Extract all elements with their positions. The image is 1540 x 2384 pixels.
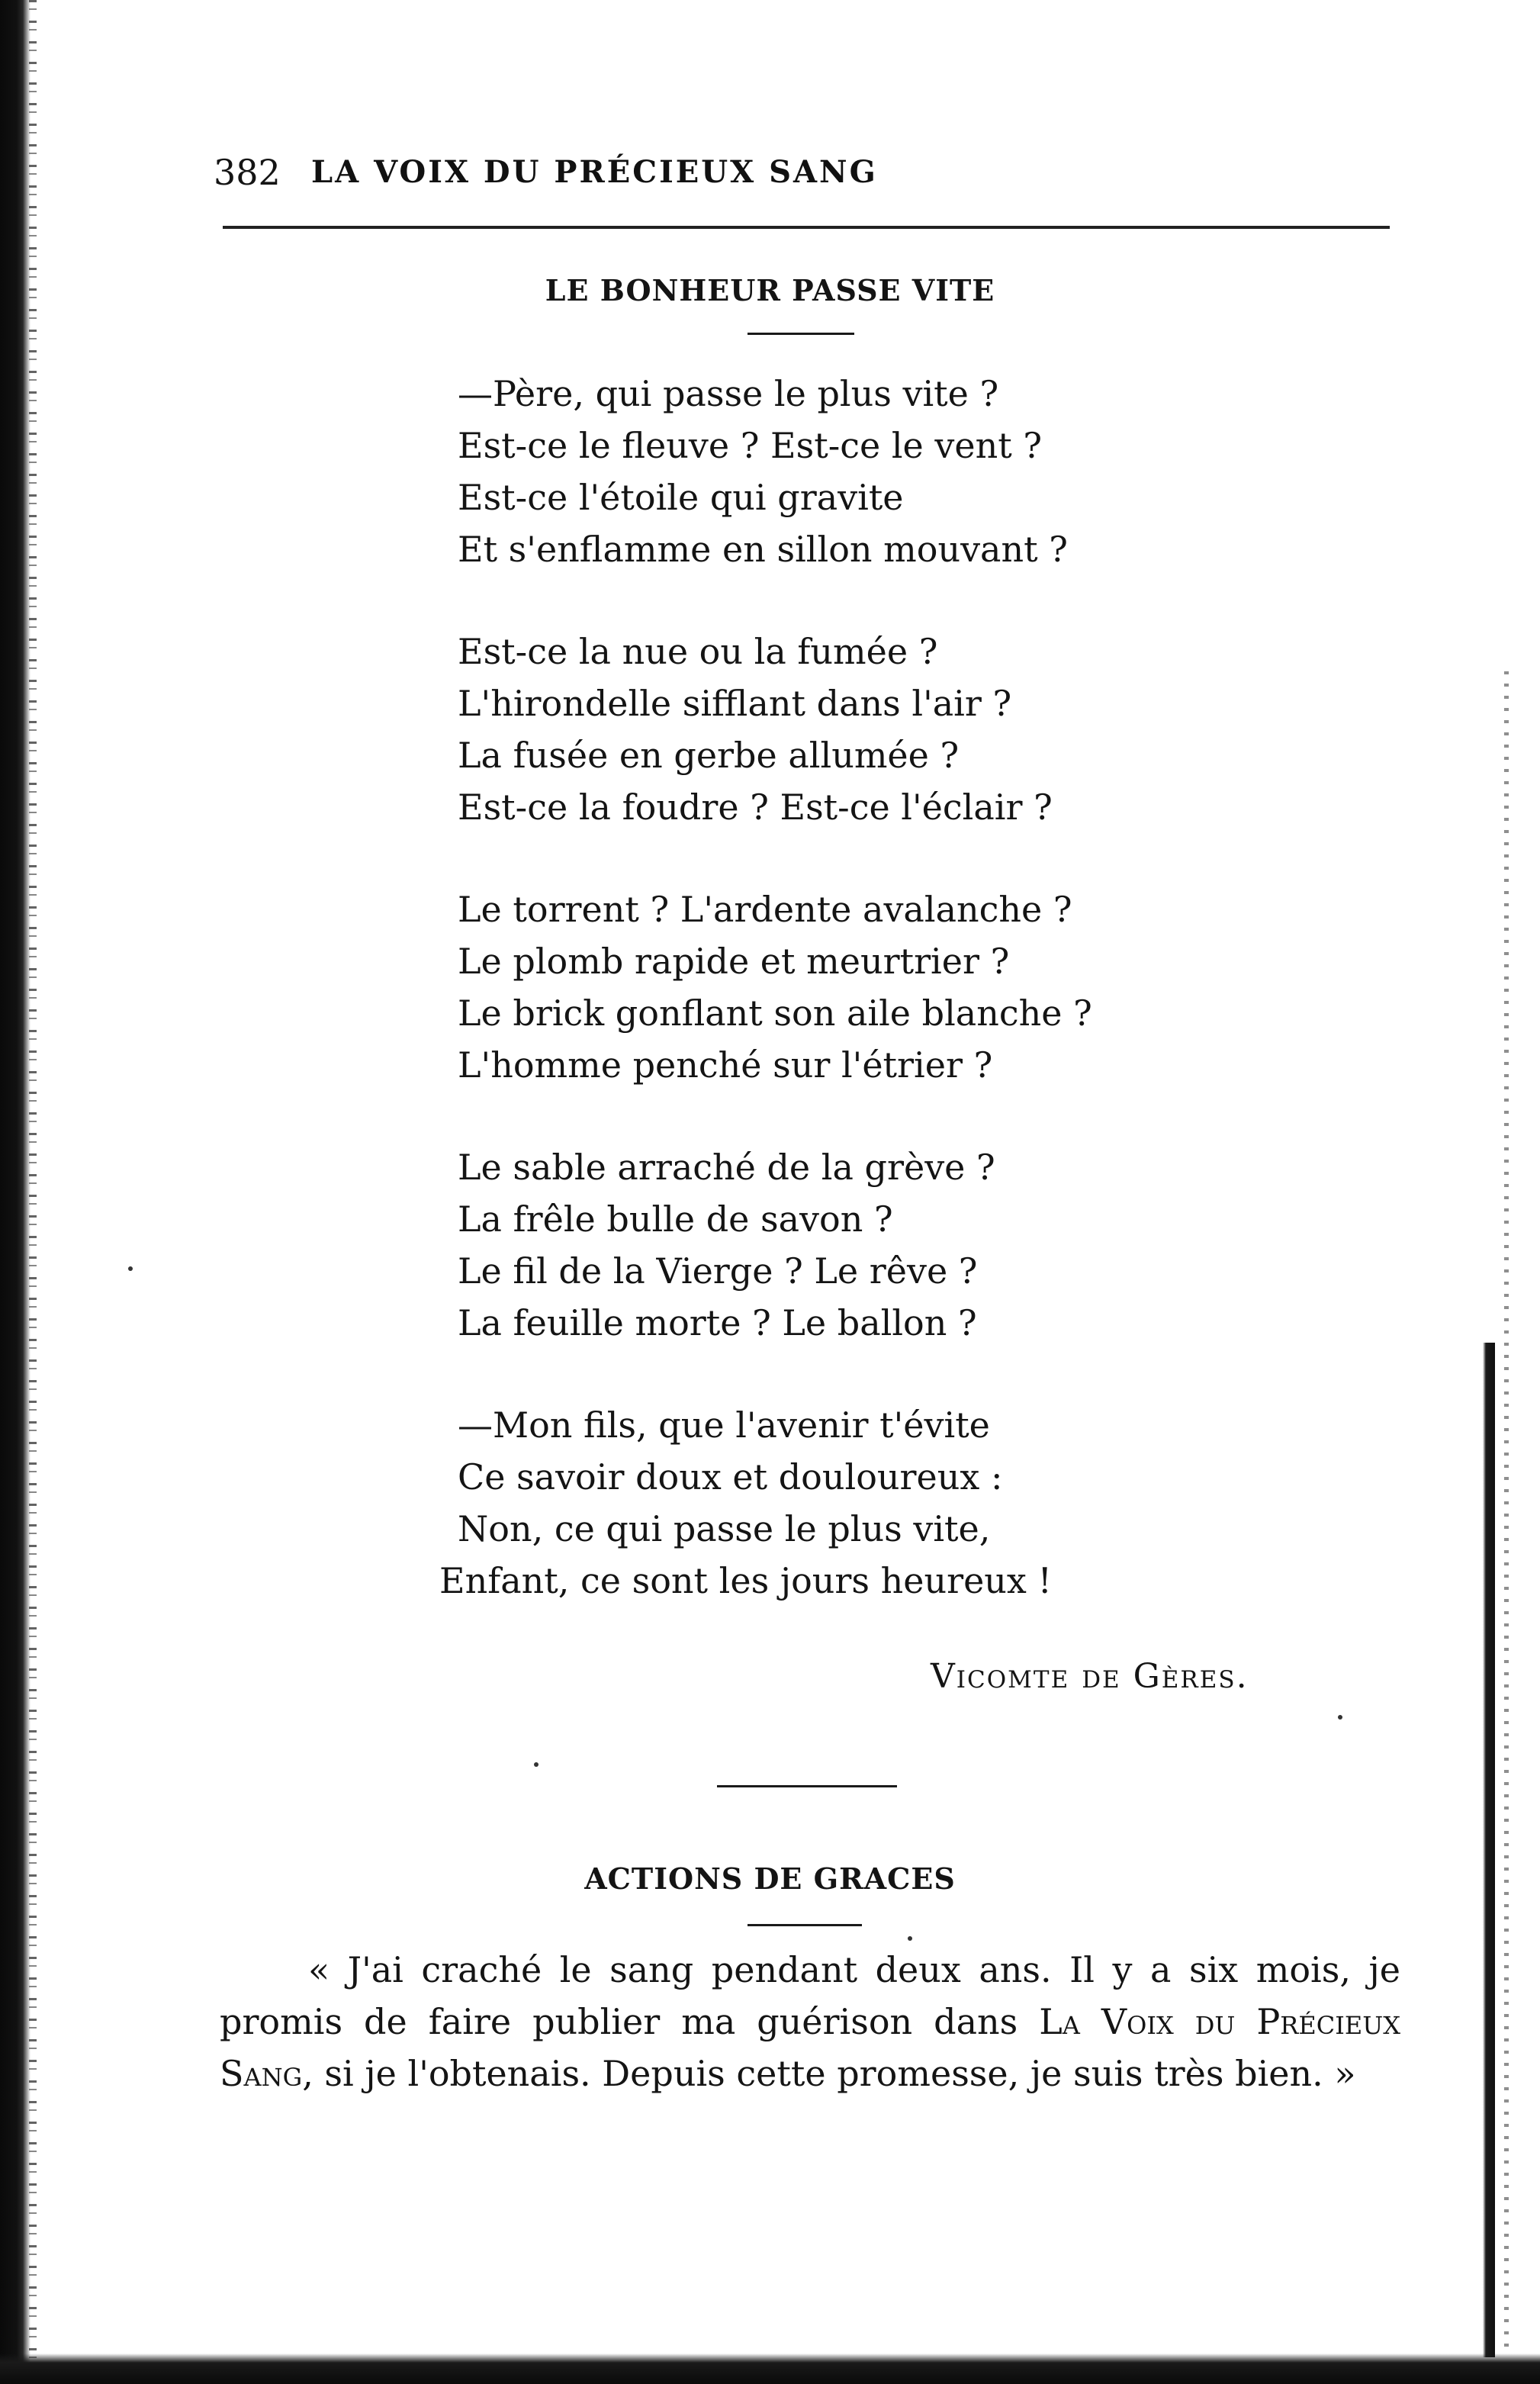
poem-line: —Mon fils, que l'avenir t'évite (458, 1404, 990, 1446)
stanza (458, 883, 1220, 1091)
poem-line: L'homme penché sur l'étrier ? (458, 1044, 993, 1086)
poem-line: Le plomb rapide et meurtrier ? (458, 941, 1010, 982)
page-number: 382 (214, 152, 281, 193)
poem-line: Est-ce l'étoile qui gravite (458, 477, 904, 518)
quote-start: « J'ai craché le sang pendant deux ans. Il y a six mois, je promis de faire publier ma guérison dans (220, 1949, 1400, 2042)
poem-line: Et s'enflamme en sillon mouvant ? (458, 529, 1068, 570)
scan-edge-right-thin (1504, 671, 1509, 2350)
poem-line: Ce savoir doux et douloureux : (458, 1456, 1003, 1498)
poem-line: Non, ce qui passe le plus vite, (458, 1508, 991, 1549)
article-title: ACTIONS DE GRACES (584, 1861, 956, 1896)
poem-line: —Père, qui passe le plus vite ? (458, 373, 999, 414)
poem-title: LE BONHEUR PASSE VITE (545, 273, 995, 307)
speck (128, 1266, 133, 1271)
stanza (458, 368, 1220, 575)
poem (439, 368, 1220, 1657)
title-rule (747, 333, 854, 335)
article-title-rule (747, 1924, 862, 1926)
quote-end: , si je l'obtenais. Depuis cette promesse, je suis très bien. » (302, 2053, 1356, 2094)
speck (908, 1936, 912, 1941)
section-separator (717, 1785, 897, 1787)
poem-line: Le fil de la Vierge ? Le rêve ? (458, 1250, 978, 1292)
poem-line: Enfant, ce sont les jours heureux ! (439, 1560, 1052, 1601)
poem-line: La frêle bulle de savon ? (458, 1198, 893, 1240)
poem-line: La fusée en gerbe allumée ? (458, 735, 960, 776)
scan-edge-bottom (0, 2353, 1540, 2384)
poem-line: Est-ce le fleuve ? Est-ce le vent ? (458, 425, 1043, 466)
poem-line: Le sable arraché de la grève ? (458, 1147, 995, 1188)
scan-edge-speckle (29, 0, 37, 2384)
poem-line: Le torrent ? L'ardente avalanche ? (458, 889, 1072, 930)
page-header (214, 150, 1388, 204)
header-rule (223, 226, 1390, 229)
poem-line: Est-ce la nue ou la fumée ? (458, 631, 938, 672)
stanza (458, 1141, 1220, 1349)
publication-name: La Voix du Précieux Sang (220, 2001, 1400, 2094)
scan-edge-left (0, 0, 31, 2384)
poem-line: Le brick gonflant son aile blanche ? (458, 993, 1092, 1034)
poem-line: Est-ce la foudre ? Est-ce l'éclair ? (458, 787, 1053, 828)
running-title: LA VOIX DU PRÉCIEUX SANG (311, 154, 878, 190)
poem-line: L'hirondelle sifflant dans l'air ? (458, 683, 1012, 724)
scan-edge-right (1483, 1343, 1495, 2357)
article-paragraph (220, 1944, 1400, 2099)
poem-signature: Vicomte de Gères. (931, 1657, 1249, 1696)
speck (534, 1762, 539, 1767)
stanza (458, 626, 1220, 833)
stanza (439, 1399, 1220, 1607)
poem-line: La feuille morte ? Le ballon ? (458, 1302, 977, 1343)
speck (1338, 1715, 1342, 1720)
